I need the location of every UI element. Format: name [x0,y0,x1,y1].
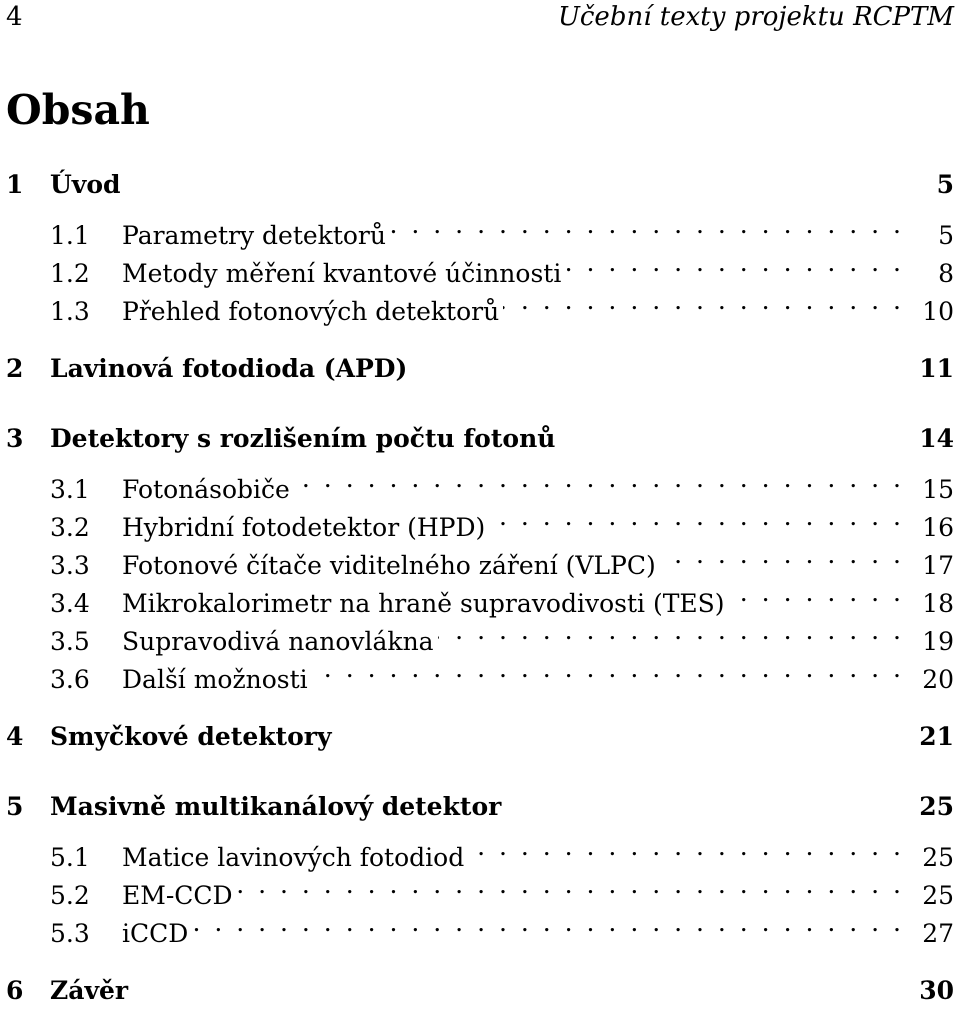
section-page-number: 15 [922,475,954,504]
section-title: Přehled fotonových detektorů [122,297,500,326]
chapter-page-number: 21 [919,722,954,751]
section-title: Další možnosti [122,665,308,694]
section-page-number: 25 [922,843,954,872]
toc-chapter-entry[interactable] [6,786,954,828]
chapter-page-number: 5 [936,170,954,199]
section-page-number: 20 [922,665,954,694]
section-title: Hybridní fotodetektor (HPD) [122,513,486,542]
dot-leader [390,206,904,244]
page-header [6,0,954,34]
toc-chapter-entry[interactable] [6,716,954,758]
section-page-number: 18 [922,589,954,618]
section-title: EM-CCD [122,881,233,910]
section-page-number: 25 [922,881,954,910]
dot-leader [294,460,904,498]
section-page-number: 17 [922,551,954,580]
toc-section-entry[interactable] [6,206,954,250]
running-title: Učební texty projektu RCPTM [557,2,954,32]
chapter-page-number: 30 [919,976,954,1005]
section-number: 1.3 [50,297,90,326]
chapter-title: Masivně multikanálový detektor [50,792,502,821]
section-number: 3.1 [50,475,90,504]
dot-leader [565,244,904,282]
toc-section-entry[interactable] [6,828,954,872]
section-page-number: 27 [922,919,954,948]
page-title: Obsah [6,86,150,134]
chapter-number: 3 [6,424,24,453]
section-title: Fotonové čítače viditelného záření (VLPC) [122,551,656,580]
page-number: 4 [6,2,23,32]
table-of-contents [6,164,954,1012]
chapter-page-number: 11 [919,354,954,383]
chapter-number: 4 [6,722,24,751]
chapter-title: Detektory s rozlišením počtu fotonů [50,424,556,453]
section-number: 5.3 [50,919,90,948]
dot-leader [503,282,904,320]
section-title: Matice lavinových fotodiod [122,843,465,872]
section-number: 3.3 [50,551,90,580]
chapter-number: 1 [6,170,24,199]
dot-leader [489,498,904,536]
section-title: Supravodivá nanovlákna [122,627,434,656]
chapter-number: 5 [6,792,24,821]
dot-leader [312,650,904,688]
toc-chapter-entry[interactable] [6,348,954,390]
toc-chapter-entry[interactable] [6,164,954,206]
chapter-title: Závěr [50,976,129,1005]
section-number: 3.2 [50,513,90,542]
section-number: 5.1 [50,843,90,872]
dot-leader [729,574,904,612]
section-page-number: 19 [922,627,954,656]
section-page-number: 10 [922,297,954,326]
section-title: iCCD [122,919,189,948]
section-title: Fotonásobiče [122,475,290,504]
toc-section-entry[interactable] [6,460,954,504]
section-title: Mikrokalorimetr na hraně supravodivosti (TES) [122,589,725,618]
section-number: 1.1 [50,221,90,250]
section-page-number: 8 [938,259,954,288]
dot-leader [468,828,904,866]
chapter-page-number: 25 [919,792,954,821]
section-number: 3.5 [50,627,90,656]
section-number: 1.2 [50,259,90,288]
section-title: Parametry detektorů [122,221,386,250]
dot-leader [660,536,904,574]
section-number: 3.6 [50,665,90,694]
section-number: 3.4 [50,589,90,618]
chapter-title: Smyčkové detektory [50,722,332,751]
section-title: Metody měření kvantové účinnosti [122,259,562,288]
dot-leader [237,866,904,904]
chapter-title: Úvod [50,170,121,199]
chapter-title: Lavinová fotodioda (APD) [50,354,408,383]
section-number: 5.2 [50,881,90,910]
dot-leader [192,904,904,942]
section-page-number: 5 [938,221,954,250]
toc-chapter-entry[interactable] [6,418,954,460]
chapter-number: 2 [6,354,24,383]
chapter-page-number: 14 [919,424,954,453]
section-page-number: 16 [922,513,954,542]
chapter-number: 6 [6,976,24,1005]
dot-leader [438,612,904,650]
